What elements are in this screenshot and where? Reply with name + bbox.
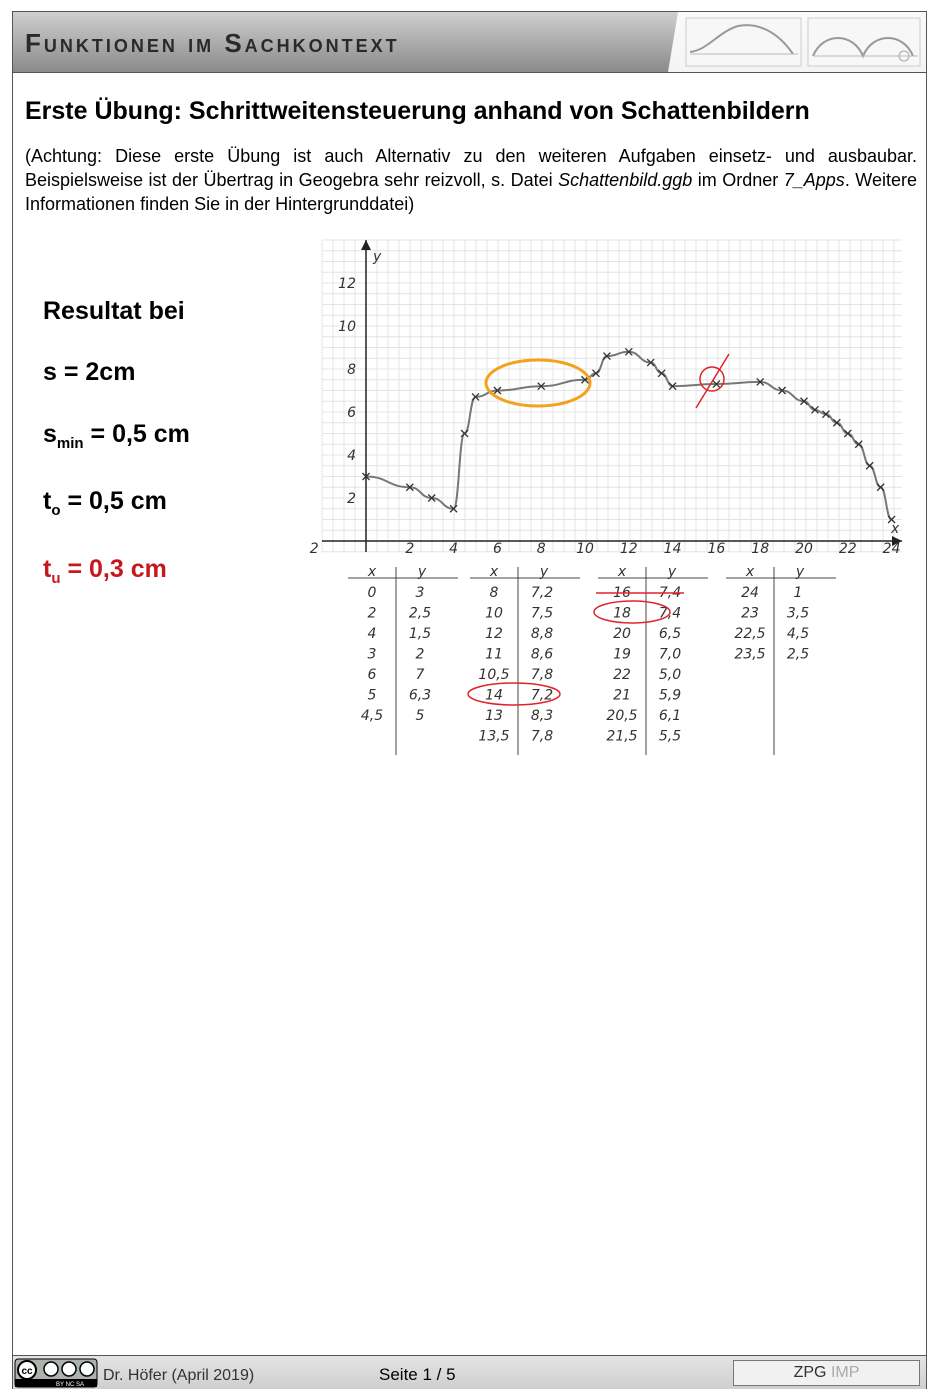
result-smin: $s_{min} = 0,5$ cm (43, 420, 190, 452)
table-cell-x: 23 (741, 605, 759, 622)
table-cell-x: 5 (367, 687, 377, 704)
table-cell-y: 5,0 (658, 667, 682, 683)
table-cell-x: 16 (613, 585, 631, 601)
footer-zpg: ZPG (793, 1364, 827, 1381)
table-cell-x: 10,5 (478, 667, 510, 683)
table-cell-x: 20,5 (606, 708, 638, 724)
table-cell-x: 13,5 (478, 728, 510, 745)
table-cell-y: 2,5 (408, 605, 432, 622)
shadow-graph (309, 236, 908, 557)
x-tick-label: 16 (707, 541, 726, 557)
svg-text:cc: cc (21, 1366, 33, 1377)
header-bar (13, 12, 926, 73)
table-cell-x: 19 (613, 646, 631, 663)
value-tables (340, 565, 840, 760)
cc-license-text: BY NC SA (56, 1382, 84, 1388)
table-header-y: y (539, 564, 549, 580)
result-s: s = 2cm (43, 358, 136, 386)
x-tick-label: 8 (536, 541, 546, 557)
table-cell-x: 2 (367, 605, 377, 622)
table-cell-y: 7,2 (530, 687, 554, 704)
note-folder-name: 7_Apps (783, 170, 845, 190)
table-cell-x: 0 (367, 585, 377, 601)
value-table (470, 564, 580, 755)
table-cell-x: 6 (367, 667, 377, 683)
table-cell-y: 7,8 (530, 728, 554, 745)
shadow-curve (366, 352, 892, 520)
note-text-1: (Achtung: Diese erste Übung ist auch Alternativ zu den weiteren Aufgaben einsetz- und ausbaubar. Beispielsweise ist der Übertrag in Geogebra sehr reizvoll, s. Datei (25, 146, 917, 190)
table-cell-x: 14 (485, 687, 503, 704)
footer-bar (13, 1355, 926, 1389)
note-file-name: Schattenbild.ggb (558, 170, 693, 190)
table-cell-y: 7,4 (658, 605, 682, 622)
table-cell-x: 22 (613, 667, 631, 683)
table-cell-y: 3,5 (786, 605, 810, 622)
x-tick-label: 10 (576, 541, 594, 557)
table-cell-y: 7,4 (658, 585, 682, 601)
table-cell-x: 21,5 (606, 728, 638, 745)
y-tick-labels (338, 276, 356, 507)
table-cell-x: 12 (485, 626, 503, 642)
x-tick-label: 4 (449, 541, 459, 557)
table-cell-x: 24 (741, 585, 759, 601)
y-tick-label: 2 (347, 491, 356, 507)
table-cell-x: 8 (489, 585, 499, 601)
table-cell-y: 7 (415, 667, 425, 683)
table-cell-x: 4,5 (360, 708, 384, 724)
result-tu: $t_u = 0,3$ cm (43, 555, 167, 587)
footer-imp: IMP (830, 1364, 860, 1381)
highlight-circle (700, 367, 724, 391)
table-header-y: y (795, 564, 805, 580)
footer-author: Dr. Höfer (April 2019) (103, 1367, 255, 1384)
x-tick-label: 12 (619, 541, 638, 557)
value-table (726, 564, 836, 755)
x-tick-labels (310, 541, 901, 557)
y-tick-label: 10 (338, 319, 356, 335)
graph-axes (322, 240, 902, 552)
table-cell-y: 2 (415, 646, 425, 663)
x-tick-label: 6 (492, 541, 502, 557)
result-heading: Resultat bei (43, 297, 185, 325)
table-cell-y: 8,8 (530, 626, 554, 642)
footer-zpg-box (733, 1360, 920, 1386)
table-cell-x: 22,5 (734, 626, 766, 642)
table-header-x: x (367, 564, 377, 580)
x-tick-label: 24 (882, 541, 901, 557)
table-cell-y: 6,5 (658, 626, 682, 642)
y-tick-label: 4 (347, 448, 356, 464)
table-cell-x: 21 (613, 687, 631, 704)
x-tick-label: 2 (309, 541, 319, 557)
note-text-2: im Ordner (692, 170, 784, 190)
table-header-x: x (617, 564, 627, 580)
table-cell-y: 7,8 (530, 667, 554, 683)
exercise-note (25, 144, 917, 216)
table-cell-y: 5,5 (658, 728, 682, 745)
table-cell-y: 5,9 (658, 687, 682, 704)
table-cell-x: 18 (613, 605, 631, 622)
y-tick-label: 8 (347, 362, 356, 378)
table-cell-y: 7,5 (530, 605, 554, 622)
footer-page-number: Seite 1 / 5 (379, 1365, 456, 1384)
table-cell-x: 20 (613, 626, 631, 642)
exercise-title: Erste Übung: Schrittweitensteuerung anhand von Schattenbildern (25, 97, 810, 125)
table-cell-y: 7,2 (530, 585, 554, 601)
table-header-y: y (667, 564, 677, 580)
table-cell-x: 10 (485, 605, 503, 622)
table-cell-x: 11 (485, 646, 503, 663)
table-cell-y: 8,3 (530, 708, 554, 724)
graph-grid (322, 240, 902, 552)
table-cell-y: 3 (415, 585, 425, 601)
x-tick-label: 22 (838, 541, 857, 557)
table-cell-y: 8,6 (530, 646, 554, 663)
table-cell-x: 3 (367, 646, 377, 663)
value-table (348, 564, 458, 755)
x-tick-label: 2 (405, 541, 415, 557)
table-cell-y: 5 (415, 708, 425, 724)
table-cell-y: 6,1 (658, 708, 682, 724)
cc-license-icon (15, 1359, 97, 1387)
table-header-x: x (489, 564, 499, 580)
table-cell-y: 1,5 (408, 626, 432, 642)
x-tick-label: 18 (751, 541, 770, 557)
result-to: $t_o = 0,5$ cm (43, 487, 167, 519)
table-header-x: x (745, 564, 755, 580)
table-cell-y: 1 (793, 585, 803, 601)
table-cell-y: 7,0 (658, 646, 682, 663)
y-tick-label: 12 (338, 276, 356, 292)
table-cell-x: 13 (485, 708, 503, 724)
x-axis-label: x (891, 521, 900, 537)
table-cell-y: 2,5 (786, 646, 810, 663)
table-cell-y: 4,5 (786, 626, 810, 642)
note-text-3: . Weitere Informationen finden Sie in der Hintergrunddatei) (25, 170, 917, 214)
header-title: Funktionen im Sachkontext (25, 28, 400, 58)
table-cell-x: 23,5 (734, 646, 766, 663)
table-cell-x: 4 (367, 626, 377, 642)
y-axis-label: y (373, 249, 382, 265)
data-point-marks (363, 348, 896, 523)
x-tick-label: 14 (663, 541, 682, 557)
table-header-y: y (417, 564, 427, 580)
table-cell-y: 6,3 (408, 687, 432, 704)
header-logo-graphic (668, 12, 926, 72)
x-tick-label: 20 (795, 541, 813, 557)
y-tick-label: 6 (347, 405, 356, 421)
